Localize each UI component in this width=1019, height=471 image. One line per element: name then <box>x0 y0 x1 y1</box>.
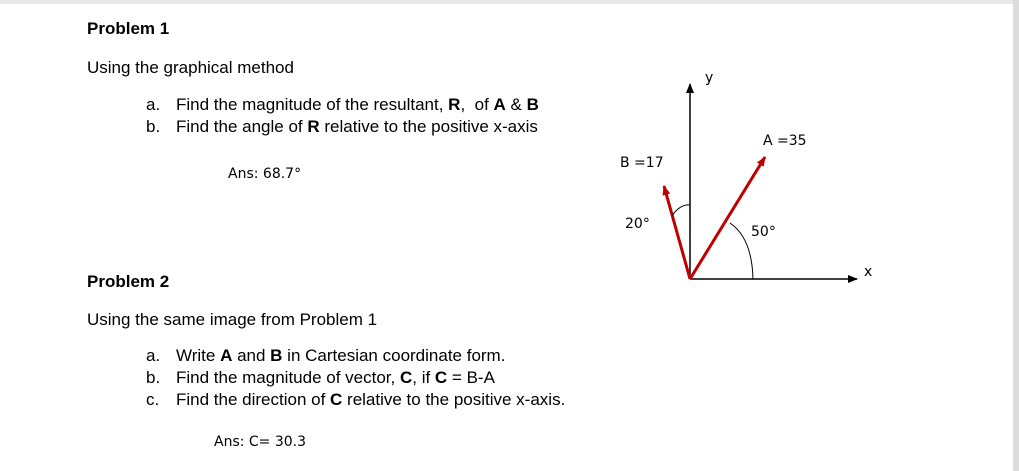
y-axis-label: y <box>705 70 714 86</box>
text-run: Find the direction of <box>176 390 331 409</box>
text-run: Find the magnitude of vector, <box>176 368 400 387</box>
item-label: a. <box>146 95 161 114</box>
text-run: = B-A <box>447 368 495 387</box>
text-run: relative to the positive x-axis <box>319 117 538 136</box>
item-label: b. <box>146 117 161 136</box>
bold-term: A <box>493 95 506 114</box>
item-label: b. <box>146 368 161 387</box>
text-run: Write <box>176 346 221 365</box>
bold-term: C <box>434 368 448 387</box>
item-label: a. <box>146 346 161 365</box>
vector-b-label: B =17 <box>620 155 664 171</box>
vector-a-label: A =35 <box>763 133 807 149</box>
bold-term: R <box>307 117 320 136</box>
bold-term: C <box>399 368 413 387</box>
text-run: in Cartesian coordinate form. <box>282 346 506 365</box>
bold-term: R <box>448 95 461 114</box>
problem2-intro: Using the same image from Problem 1 <box>87 310 378 329</box>
item-label: c. <box>146 390 160 409</box>
bold-term: B <box>270 346 283 365</box>
text-run: Find the angle of <box>176 117 308 136</box>
angle-b-arc <box>672 205 690 216</box>
problem1-answer: Ans: 68.7° <box>228 166 302 182</box>
text-run: and <box>232 346 271 365</box>
angle-a-arc <box>730 223 753 279</box>
angle-b-label: 20° <box>625 216 650 232</box>
text-run: relative to the positive x-axis. <box>342 390 566 409</box>
problem2-answer: Ans: C= 30.3 <box>214 434 307 450</box>
x-axis-label: x <box>864 264 873 280</box>
bold-term: A <box>220 346 233 365</box>
bold-term: B <box>526 95 539 114</box>
problem2-heading: Problem 2 <box>87 272 170 291</box>
problem1-intro: Using the graphical method <box>87 58 294 77</box>
bold-term: C <box>330 390 343 409</box>
problem1-heading: Problem 1 <box>87 19 170 38</box>
text-run: , if <box>412 368 435 387</box>
vector-a-arrow <box>690 157 765 279</box>
angle-a-label: 50° <box>751 224 776 240</box>
vector-b-arrow <box>664 186 690 279</box>
text-run: , of <box>460 95 494 114</box>
text-run: Find the magnitude of the resultant, <box>176 95 449 114</box>
text-run: & <box>505 95 527 114</box>
